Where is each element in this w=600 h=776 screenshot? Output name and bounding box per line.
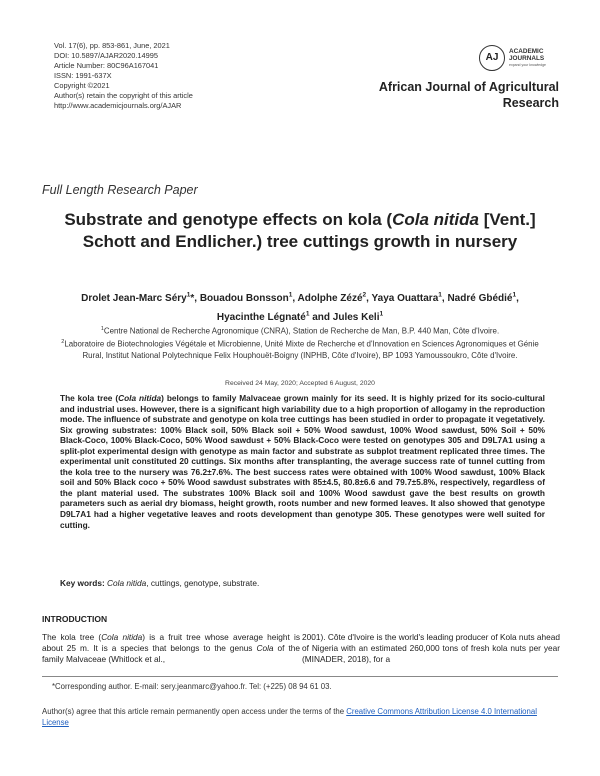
keywords [60,578,259,588]
author-affil-sup: 1 [438,292,442,299]
affiliation [50,324,550,337]
affiliation-text: Centre National de Recherche Agronomique (CNRA), Station de Recherche de Man, B.P. 440 Man, Côte d'Ivoire. [103,326,500,336]
author [81,293,200,304]
author-affil-sup: 1 [186,292,191,299]
keywords-label: Key words: [60,578,105,588]
academic-journals-logo [479,45,569,75]
journal-title-line2: Research [502,96,559,110]
author-affil-sup: 1 [288,292,293,299]
logo-wordmark [509,48,544,62]
author-name: Bouadou Bonsson [199,293,289,305]
author-name: Adolphe Zézé [297,293,363,305]
abstract-text: The kola tree ( [60,393,119,403]
paper-type: Full Length Research Paper [42,183,198,197]
author-name: Jules Keli [332,311,380,323]
abstract [60,393,545,530]
received-dates: Received 24 May, 2020; Accepted 6 August, 2020 [225,380,375,387]
intro-species: Cola nitida [101,632,143,642]
author-affil-sup: 1 [512,292,517,299]
affiliation-text: Laboratoire de Biotechnologies Végétale et Microbienne, Unité Mixte de Recherche et d'Innovation en Sciences Agronomiques et Génie Rural, Institut National Polytechnique Felix Houphouët-Boigny (INPHB, Côte d'Ivoire), BP 1093 Yamoussoukro, Côte d'Ivoire. [64,339,539,360]
author-affil-sup: 1 [379,310,384,318]
affiliation [50,337,550,361]
intro-genus: Cola [256,643,274,653]
affiliation-sup: 2 [61,339,65,346]
author-separator: , [292,293,298,305]
abstract-species: Cola nitida [118,393,162,403]
journal-title-line1: African Journal of Agricultural [378,80,559,94]
logo-tagline: expand your knowledge [509,63,546,67]
affiliation-sup: 1 [100,326,104,332]
affiliations [50,324,550,361]
author [447,293,518,304]
meta-article-number: Article Number: 80C96A167041 [54,61,159,70]
paper-title [40,209,560,253]
keyword-species: Cola nitida [107,578,147,588]
author-list [30,288,570,325]
author-name: Yaya Ouattara [371,293,439,305]
license-note [42,707,562,728]
article-metadata [54,41,304,111]
author-name: Nadré Gbédié [447,293,513,305]
license-text: Author(s) agree that this article remain permanently open access under the terms of the [42,707,347,716]
introduction-heading: INTRODUCTION [42,614,108,624]
meta-volume: Vol. 17(6), pp. 853-861, June, 2021 [54,41,170,50]
author [298,293,372,304]
author-separator: , [194,293,200,305]
author-affil-sup: 1 [305,310,310,318]
intro-column-right: 2001). Côte d'Ivoire is the world's leading producer of Kola nuts ahead of Nigeria with an estimated 260,000 tons of fresh kola nuts per year (MINADER, 2018), for a [302,632,560,664]
intro-text: The kola tree ( [42,632,102,642]
intro-text: of the family Malvaceae (Whitlock et al., [42,643,300,664]
logo-line1: ACADEMIC [509,48,544,55]
author-separator: , [366,293,372,305]
corresponding-author-note: *Corresponding author. E-mail: sery.jeanmarc@yahoo.fr. Tel: (+225) 08 94 61 03. [52,682,332,691]
intro-text: ) is a fruit tree whose average height is about 25 m. It is a species that belongs to the genus [42,632,300,653]
license-link[interactable]: Creative Commons Attribution License 4.0 International License [42,707,537,727]
meta-url: http://www.academicjournals.org/AJAR [54,101,182,110]
title-species: Cola nitida [392,210,479,229]
author [372,293,448,304]
meta-copyright: Copyright ©2021 [54,81,110,90]
author-separator: and [309,311,333,323]
author-name: Hyacinthe Légnaté [216,311,306,323]
meta-issn: ISSN: 1991-637X [54,71,112,80]
corresponding-mark: * [190,293,195,305]
intro-column-left [42,632,300,665]
meta-doi: DOI: 10.5897/AJAR2020.14995 [54,51,158,60]
logo-mark: AJ [479,45,505,71]
footnote-divider [42,676,558,677]
abstract-text: ) belongs to family Malvaceae grown mainly for its seed. It is highly prized for its socio-cultural and industrial uses. However, there is a significant high variability due to a high proportion of allogamy in the reproduction mode. The influence of substrate and genotype on kola tree cuttings has been studied in order to propagate it vegetatively. Six growing substrates: 100% Black soil, 50% Black soil + 50% Wood sawdust, 100% Wood sawdust, 50% Soil + 50% Black-Coco, 100% Black-Coco, 50% Wood sawdust + 50% Black-Coco were tested on genotypes 305 and D9L7A1 using a split-plot experimental design with genotype as main factor and substrate as subplot treatment replicated three times. The experimental unit constituted 20 cuttings. Six months after transplanting, the average success rate of tunnel cutting from the kola tree to the nursery was 76.2±7.6%. The best success rates were obtained with 100% Wood sawdust, 100% Black soil and 50% Black coco + 50% Wood sawdust substrates with 85±4.5, 80.8±6.6 and 79.7±5.8%, respectively, regardless of the plant material used. The substrates 100% Black soil and 100% Wood sawdust gave the best results on growth parameters such as aerial dry biomass, height growth, roots number and new formed leaves. It also showed that genotype D9L7A1 had a higher vegetative leaves and roots development than genotype 305. These genotypes were well suited for cutting. [60,393,545,530]
author-separator: , [516,293,519,305]
logo-line2: JOURNALS [509,55,545,62]
author-affil-sup: 2 [362,292,367,299]
author [333,312,383,323]
author-separator: , [441,293,448,305]
journal-title [359,79,559,111]
title-part: [Vent.] Schott and Endlicher.) tree cuttings growth in nursery [82,210,536,251]
meta-copyright-note: Author(s) retain the copyright of this article [54,91,193,100]
author-name: Drolet Jean-Marc Séry [81,293,187,305]
keywords-rest: , cuttings, genotype, substrate. [146,578,260,588]
author [217,312,333,323]
title-part: Substrate and genotype effects on kola ( [64,210,393,229]
author [200,293,298,304]
